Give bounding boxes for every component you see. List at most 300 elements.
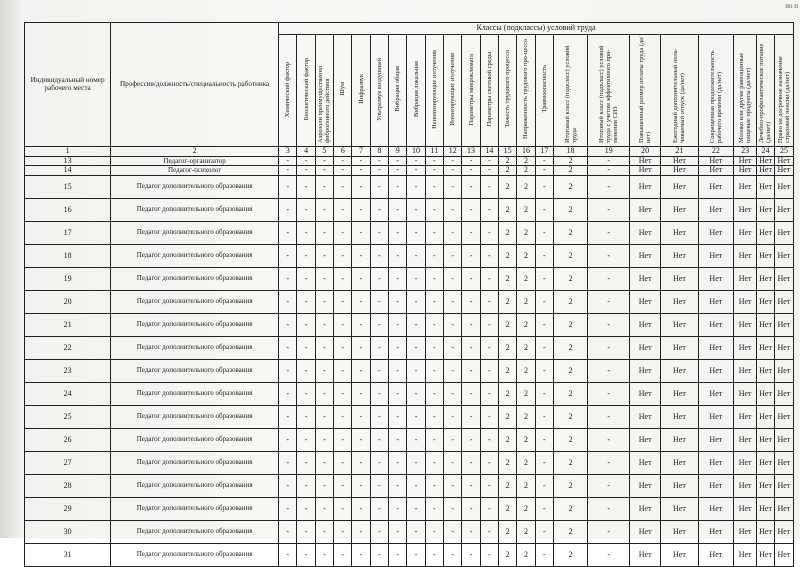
row-class-cell: - (407, 244, 425, 267)
row-class-cell: 2 (499, 175, 517, 198)
row-class-cell: - (334, 451, 352, 474)
column-number: 21 (661, 147, 699, 157)
row-class-cell: 2 (517, 290, 535, 313)
header-guarantee (757, 35, 775, 147)
table-row (25, 157, 794, 166)
table-row (25, 175, 794, 198)
row-class-cell: - (588, 543, 630, 566)
row-class-cell: - (315, 157, 333, 166)
header-factor (407, 35, 425, 147)
row-class-cell: 2 (554, 520, 588, 543)
row-guarantee-cell: Нет (774, 520, 793, 543)
row-class-cell: - (407, 166, 425, 175)
row-class-cell: - (407, 175, 425, 198)
row-class-cell: 2 (499, 428, 517, 451)
row-class-cell: - (279, 543, 297, 566)
row-workplace-number: 31 (25, 543, 111, 566)
row-class-cell: - (462, 405, 480, 428)
row-guarantee-cell: Нет (698, 290, 733, 313)
row-class-cell: - (370, 497, 388, 520)
row-class-cell: - (480, 336, 498, 359)
row-class-cell: - (352, 313, 370, 336)
row-guarantee-cell: Нет (630, 428, 661, 451)
row-class-cell: - (588, 428, 630, 451)
row-guarantee-cell: Нет (774, 244, 793, 267)
row-guarantee-cell: Нет (774, 405, 793, 428)
row-guarantee-cell: Нет (661, 543, 699, 566)
row-class-cell: - (588, 290, 630, 313)
page-edge-shadow (0, 0, 20, 538)
row-guarantee-cell: Нет (757, 221, 775, 244)
row-class-cell: 2 (517, 359, 535, 382)
row-class-cell: - (407, 543, 425, 566)
row-class-cell: 2 (517, 428, 535, 451)
header-factor (499, 35, 517, 147)
row-class-cell: - (389, 405, 407, 428)
row-class-cell: - (444, 359, 462, 382)
row-class-cell: 2 (499, 451, 517, 474)
header-guarantee-label: Сокращенная продолжительность рабочего времени (да/нет) (708, 50, 723, 144)
column-number: 11 (425, 147, 443, 157)
row-profession: Педагог дополнительного образования (111, 313, 279, 336)
table-row (25, 267, 794, 290)
column-number: 6 (334, 147, 352, 157)
row-class-cell: - (535, 198, 553, 221)
row-class-cell: - (297, 382, 315, 405)
row-guarantee-cell: Нет (698, 198, 733, 221)
row-class-cell: - (352, 520, 370, 543)
row-class-cell: - (370, 290, 388, 313)
row-class-cell: 2 (517, 166, 535, 175)
row-guarantee-cell: Нет (757, 405, 775, 428)
row-workplace-number: 30 (25, 520, 111, 543)
row-class-cell: 2 (554, 336, 588, 359)
row-class-cell: - (588, 157, 630, 166)
row-class-cell: - (352, 359, 370, 382)
row-guarantee-cell: Нет (630, 359, 661, 382)
row-class-cell: - (588, 336, 630, 359)
row-workplace-number: 26 (25, 428, 111, 451)
row-class-cell: - (334, 382, 352, 405)
row-class-cell: - (407, 313, 425, 336)
row-class-cell: 2 (499, 244, 517, 267)
row-guarantee-cell: Нет (698, 405, 733, 428)
header-guarantee (630, 35, 661, 147)
row-class-cell: - (480, 313, 498, 336)
row-guarantee-cell: Нет (661, 520, 699, 543)
header-factor-label: Ультразвук воздушный (375, 57, 383, 121)
column-number: 23 (734, 147, 757, 157)
row-class-cell: - (444, 520, 462, 543)
row-class-cell: - (444, 474, 462, 497)
row-guarantee-cell: Нет (734, 359, 757, 382)
column-number: 25 (774, 147, 793, 157)
header-final-class-label: Итоговый класс (подкласс) условий труда (563, 45, 578, 144)
row-class-cell: - (588, 405, 630, 428)
row-class-cell: - (297, 175, 315, 198)
table-row (25, 336, 794, 359)
row-guarantee-cell: Нет (774, 336, 793, 359)
row-class-cell: - (535, 290, 553, 313)
row-guarantee-cell: Нет (698, 267, 733, 290)
row-class-cell: - (425, 405, 443, 428)
row-class-cell: - (462, 474, 480, 497)
row-guarantee-cell: Нет (774, 267, 793, 290)
row-class-cell: - (370, 451, 388, 474)
row-class-cell: - (462, 290, 480, 313)
header-workplace-number: Индивидуальный номер рабочего места (25, 23, 111, 147)
row-class-cell: - (425, 359, 443, 382)
row-guarantee-cell: Нет (757, 474, 775, 497)
column-number: 10 (407, 147, 425, 157)
row-class-cell: - (425, 166, 443, 175)
row-class-cell: - (389, 175, 407, 198)
row-class-cell: - (334, 359, 352, 382)
row-class-cell: - (352, 428, 370, 451)
row-class-cell: - (297, 451, 315, 474)
column-number: 14 (480, 147, 498, 157)
row-class-cell: - (588, 451, 630, 474)
row-class-cell: - (297, 359, 315, 382)
row-guarantee-cell: Нет (757, 451, 775, 474)
header-factor-label: Параметры световой среды (485, 52, 493, 127)
row-class-cell: - (315, 405, 333, 428)
row-guarantee-cell: Нет (630, 497, 661, 520)
row-guarantee-cell: Нет (698, 221, 733, 244)
row-class-cell: - (480, 428, 498, 451)
row-class-cell: - (279, 267, 297, 290)
row-class-cell: - (334, 336, 352, 359)
row-class-cell: - (352, 221, 370, 244)
row-class-cell: - (389, 221, 407, 244)
row-class-cell: 2 (554, 359, 588, 382)
row-class-cell: - (279, 497, 297, 520)
row-guarantee-cell: Нет (698, 157, 733, 166)
row-class-cell: - (480, 520, 498, 543)
row-class-cell: - (535, 382, 553, 405)
header-guarantee-label: Повышенный размер оплаты труда (да/нет) (638, 36, 653, 144)
row-class-cell: 2 (554, 497, 588, 520)
header-guarantee (698, 35, 733, 147)
row-guarantee-cell: Нет (661, 267, 699, 290)
row-class-cell: 2 (517, 474, 535, 497)
row-guarantee-cell: Нет (734, 198, 757, 221)
row-class-cell: - (425, 474, 443, 497)
row-guarantee-cell: Нет (734, 221, 757, 244)
row-profession: Педагог-организатор (111, 157, 279, 166)
row-profession: Педагог дополнительного образования (111, 198, 279, 221)
column-number: 13 (462, 147, 480, 157)
row-class-cell: - (425, 428, 443, 451)
row-class-cell: 2 (554, 405, 588, 428)
row-guarantee-cell: Нет (734, 313, 757, 336)
row-profession: Педагог дополнительного образования (111, 244, 279, 267)
row-guarantee-cell: Нет (698, 520, 733, 543)
row-guarantee-cell: Нет (630, 198, 661, 221)
row-guarantee-cell: Нет (757, 198, 775, 221)
row-class-cell: - (462, 520, 480, 543)
row-class-cell: - (315, 520, 333, 543)
row-class-cell: - (297, 244, 315, 267)
row-class-cell: - (444, 157, 462, 166)
row-guarantee-cell: Нет (774, 175, 793, 198)
row-class-cell: - (444, 382, 462, 405)
header-guarantee (734, 35, 757, 147)
row-class-cell: 2 (554, 543, 588, 566)
row-class-cell: - (315, 198, 333, 221)
row-workplace-number: 19 (25, 267, 111, 290)
row-class-cell: - (535, 336, 553, 359)
row-class-cell: - (425, 221, 443, 244)
header-factor (334, 35, 352, 147)
header-factor-label: Параметры микроклимата (467, 53, 475, 125)
row-class-cell: - (297, 474, 315, 497)
row-class-cell: - (334, 497, 352, 520)
column-number: 18 (554, 147, 588, 157)
row-guarantee-cell: Нет (734, 451, 757, 474)
row-guarantee-cell: Нет (630, 157, 661, 166)
header-guarantee-label: Лечебно-профилактическое питание (да/нет) (758, 43, 773, 144)
row-class-cell: - (279, 290, 297, 313)
row-guarantee-cell: Нет (734, 244, 757, 267)
header-factor (279, 35, 297, 147)
row-class-cell: 2 (554, 244, 588, 267)
row-guarantee-cell: Нет (757, 497, 775, 520)
row-class-cell: 2 (554, 290, 588, 313)
row-class-cell: - (297, 428, 315, 451)
row-class-cell: - (352, 336, 370, 359)
row-workplace-number: 18 (25, 244, 111, 267)
row-class-cell: - (297, 198, 315, 221)
column-number: 19 (588, 147, 630, 157)
row-guarantee-cell: Нет (661, 290, 699, 313)
row-class-cell: - (297, 497, 315, 520)
row-class-cell: - (588, 244, 630, 267)
table-row (25, 382, 794, 405)
row-class-cell: - (462, 382, 480, 405)
row-class-cell: - (407, 428, 425, 451)
row-class-cell: - (407, 267, 425, 290)
header-classes-group: Классы (подклассы) условий труда (279, 23, 794, 35)
row-class-cell: - (480, 451, 498, 474)
header-factor-label: Аэрозоли преимущественно фиброгенного действия (317, 66, 332, 144)
row-class-cell: 2 (554, 451, 588, 474)
row-class-cell: 2 (499, 267, 517, 290)
row-workplace-number: 16 (25, 198, 111, 221)
row-class-cell: - (480, 166, 498, 175)
row-workplace-number: 28 (25, 474, 111, 497)
row-class-cell: 2 (517, 497, 535, 520)
column-number-row (25, 147, 794, 157)
row-guarantee-cell: Нет (774, 497, 793, 520)
table-row (25, 543, 794, 566)
row-class-cell: - (535, 175, 553, 198)
row-class-cell: - (480, 157, 498, 166)
row-class-cell: 2 (499, 405, 517, 428)
table-row (25, 520, 794, 543)
table-row (25, 313, 794, 336)
row-class-cell: - (444, 405, 462, 428)
row-class-cell: - (389, 267, 407, 290)
row-guarantee-cell: Нет (698, 451, 733, 474)
row-class-cell: - (462, 175, 480, 198)
row-class-cell: - (334, 520, 352, 543)
row-guarantee-cell: Нет (698, 313, 733, 336)
row-class-cell: - (444, 244, 462, 267)
row-class-cell: - (352, 543, 370, 566)
row-guarantee-cell: Нет (757, 157, 775, 166)
row-class-cell: - (480, 244, 498, 267)
column-number: 2 (111, 147, 279, 157)
row-class-cell: - (389, 382, 407, 405)
row-class-cell: - (352, 405, 370, 428)
row-class-cell: 2 (517, 543, 535, 566)
row-class-cell: 2 (554, 198, 588, 221)
row-class-cell: - (297, 221, 315, 244)
row-guarantee-cell: Нет (661, 175, 699, 198)
row-class-cell: - (334, 428, 352, 451)
row-class-cell: 2 (499, 497, 517, 520)
row-class-cell: - (297, 543, 315, 566)
row-guarantee-cell: Нет (734, 474, 757, 497)
row-class-cell: - (425, 244, 443, 267)
row-guarantee-cell: Нет (734, 166, 757, 175)
row-class-cell: - (535, 520, 553, 543)
row-class-cell: - (425, 543, 443, 566)
row-class-cell: - (389, 336, 407, 359)
table-body (25, 157, 794, 567)
row-profession: Педагог дополнительного образования (111, 520, 279, 543)
row-profession: Педагог дополнительного образования (111, 336, 279, 359)
row-class-cell: - (352, 290, 370, 313)
row-class-cell: 2 (517, 221, 535, 244)
table-row (25, 359, 794, 382)
row-class-cell: - (389, 166, 407, 175)
row-class-cell: - (334, 166, 352, 175)
column-number: 3 (279, 147, 297, 157)
row-profession: Педагог-психолог (111, 166, 279, 175)
row-class-cell: - (407, 198, 425, 221)
row-class-cell: - (588, 359, 630, 382)
row-class-cell: - (334, 543, 352, 566)
row-profession: Педагог дополнительного образования (111, 497, 279, 520)
row-class-cell: - (480, 198, 498, 221)
row-guarantee-cell: Нет (774, 474, 793, 497)
row-class-cell: - (480, 267, 498, 290)
row-guarantee-cell: Нет (698, 359, 733, 382)
row-class-cell: - (407, 520, 425, 543)
row-class-cell: - (535, 244, 553, 267)
row-class-cell: - (279, 451, 297, 474)
row-class-cell: - (389, 359, 407, 382)
column-number: 1 (25, 147, 111, 157)
row-class-cell: - (334, 405, 352, 428)
row-class-cell: - (588, 221, 630, 244)
row-class-cell: - (462, 313, 480, 336)
row-workplace-number: 20 (25, 290, 111, 313)
row-class-cell: - (444, 313, 462, 336)
row-class-cell: 2 (499, 336, 517, 359)
row-class-cell: 2 (499, 474, 517, 497)
row-class-cell: - (370, 382, 388, 405)
row-guarantee-cell: Нет (757, 359, 775, 382)
row-guarantee-cell: Нет (661, 497, 699, 520)
row-class-cell: - (334, 267, 352, 290)
row-class-cell: - (315, 451, 333, 474)
row-guarantee-cell: Нет (661, 451, 699, 474)
row-class-cell: - (588, 382, 630, 405)
row-guarantee-cell: Нет (698, 428, 733, 451)
row-class-cell: - (334, 244, 352, 267)
row-class-cell: 2 (499, 157, 517, 166)
row-class-cell: - (352, 198, 370, 221)
row-class-cell: - (480, 497, 498, 520)
row-class-cell: - (407, 290, 425, 313)
row-class-cell: - (297, 405, 315, 428)
row-guarantee-cell: Нет (757, 166, 775, 175)
row-class-cell: - (425, 497, 443, 520)
row-class-cell: - (462, 497, 480, 520)
row-class-cell: - (279, 244, 297, 267)
header-factor-label: Ионизирующие излучения (449, 52, 457, 126)
row-workplace-number: 24 (25, 382, 111, 405)
row-class-cell: - (462, 166, 480, 175)
row-class-cell: - (480, 543, 498, 566)
row-guarantee-cell: Нет (774, 313, 793, 336)
header-factor-label: Травмоопасность (540, 65, 548, 113)
header-factor-label: Тяжесть трудового процесса (504, 50, 512, 128)
row-class-cell: - (389, 520, 407, 543)
row-class-cell: - (480, 474, 498, 497)
row-class-cell: - (588, 166, 630, 175)
header-factor-label: Химический фактор (284, 61, 292, 117)
row-guarantee-cell: Нет (734, 428, 757, 451)
row-workplace-number: 27 (25, 451, 111, 474)
row-guarantee-cell: Нет (698, 382, 733, 405)
header-factor (462, 35, 480, 147)
row-class-cell: - (297, 267, 315, 290)
table-row (25, 166, 794, 175)
header-row-group (25, 23, 794, 35)
row-class-cell: - (352, 267, 370, 290)
row-workplace-number: 14 (25, 166, 111, 175)
row-guarantee-cell: Нет (630, 520, 661, 543)
row-class-cell: - (279, 166, 297, 175)
row-guarantee-cell: Нет (661, 157, 699, 166)
row-class-cell: - (279, 405, 297, 428)
row-guarantee-cell: Нет (734, 520, 757, 543)
row-guarantee-cell: Нет (698, 543, 733, 566)
header-guarantee (774, 35, 793, 147)
row-class-cell: - (334, 221, 352, 244)
row-workplace-number: 17 (25, 221, 111, 244)
row-class-cell: - (425, 520, 443, 543)
row-class-cell: 2 (499, 198, 517, 221)
row-class-cell: - (407, 336, 425, 359)
column-number: 5 (315, 147, 333, 157)
row-class-cell: - (462, 428, 480, 451)
row-class-cell: - (389, 290, 407, 313)
row-class-cell: - (370, 474, 388, 497)
row-guarantee-cell: Нет (734, 543, 757, 566)
row-guarantee-cell: Нет (734, 405, 757, 428)
row-class-cell: - (279, 428, 297, 451)
row-profession: Педагог дополнительного образования (111, 359, 279, 382)
row-workplace-number: 15 (25, 175, 111, 198)
column-number: 17 (535, 147, 553, 157)
row-guarantee-cell: Нет (661, 428, 699, 451)
row-guarantee-cell: Нет (757, 428, 775, 451)
